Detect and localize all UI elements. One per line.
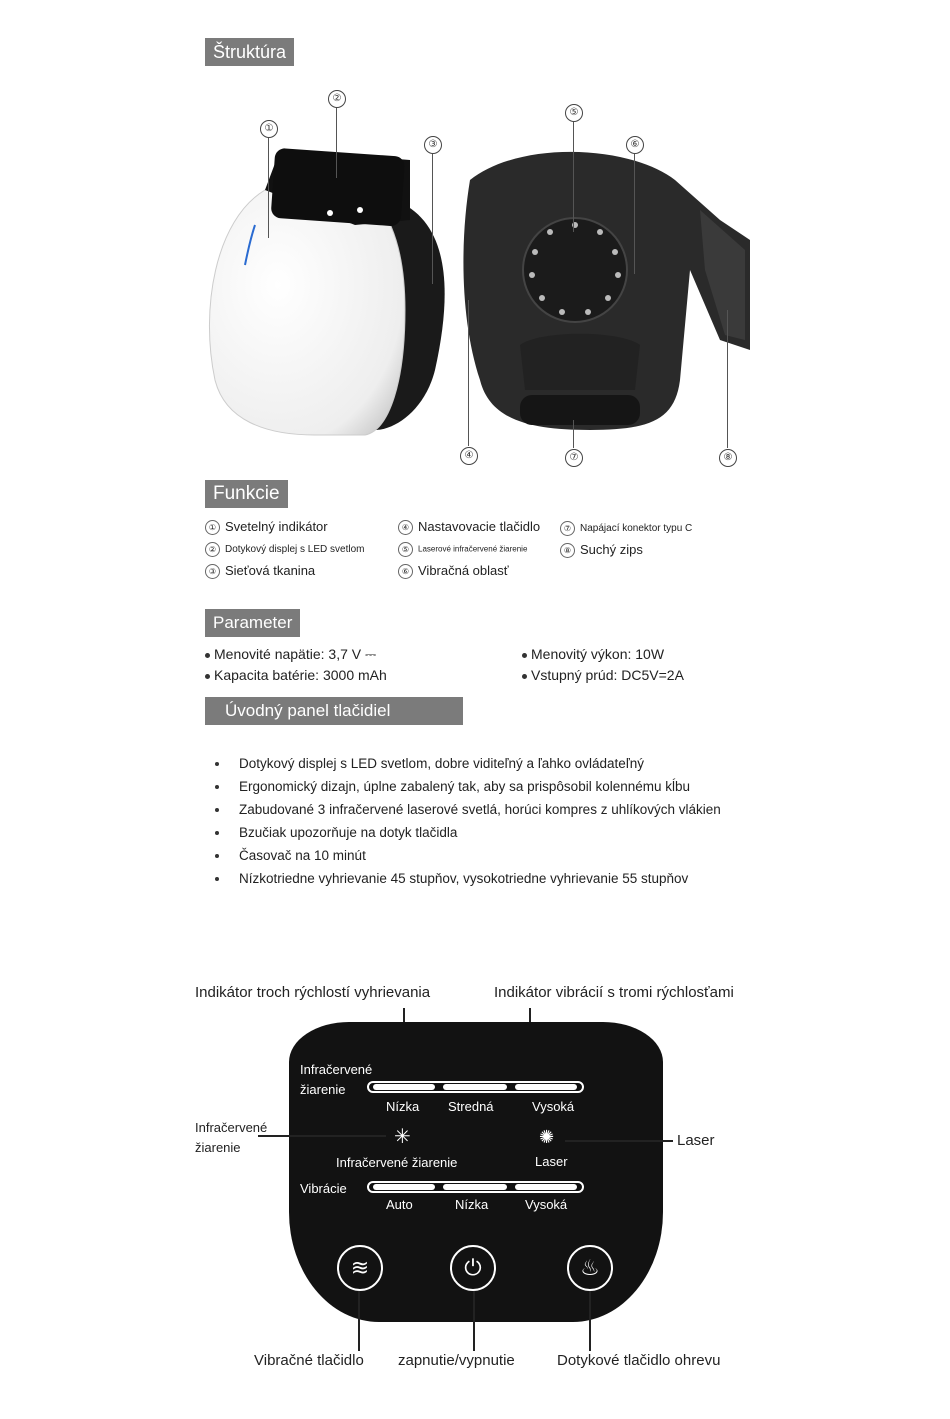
section-title-parameter: Parameter: [205, 609, 300, 637]
function-item: ② Dotykový displej s LED svetlom: [205, 542, 365, 557]
marker-7: ⑦: [565, 449, 583, 467]
function-item: ⑧ Suchý zips: [560, 542, 643, 558]
marker-4-line: [468, 300, 469, 446]
heat-button[interactable]: [567, 1245, 613, 1291]
vibration-level-bar: [367, 1181, 584, 1193]
marker-1-line: [268, 138, 269, 238]
laser-icon: ✺: [539, 1127, 555, 1147]
callout-power-button: zapnutie/vypnutie: [398, 1352, 515, 1369]
marker-2-line: [336, 108, 337, 178]
vibration-level-high: Vysoká: [525, 1197, 568, 1212]
ir-icon: ✳: [394, 1126, 411, 1148]
function-item: ① Svetelný indikátor: [205, 519, 328, 535]
vibration-level-2-segment: [443, 1184, 507, 1190]
callout-ir-left-2: žiarenie: [195, 1140, 241, 1155]
callout-ir-left: Infračervené: [195, 1120, 268, 1135]
product-image-front: [195, 140, 465, 440]
vibration-level-auto: Auto: [386, 1197, 413, 1212]
marker-5-line: [573, 122, 574, 232]
callout-laser-line: [565, 1140, 673, 1142]
function-item: ⑤ Laserové infračervené žiarenie: [398, 542, 527, 557]
callout-heat-indicator: Indikátor troch rýchlostí vyhrievania: [195, 984, 431, 1001]
callout-heat-button: Dotykové tlačidlo ohrevu: [557, 1352, 721, 1369]
feature-item: Zabudované 3 infračervené laserové svetlá, horúci kompres z uhlíkových vlákien: [215, 798, 721, 821]
marker-5: ⑤: [565, 104, 583, 122]
vibration-level-3-segment: [515, 1184, 577, 1190]
section-title-panel-intro: Úvodný panel tlačidiel: [205, 697, 463, 725]
feature-item: Ergonomický dizajn, úplne zabalený tak, aby sa prispôsobil kolennému kĺbu: [215, 775, 721, 798]
power-icon: ⏻: [464, 1255, 482, 1280]
ir-icon-label: Infračervené žiarenie: [336, 1155, 458, 1170]
param-input: Vstupný prúd: DC5V=2A: [522, 667, 684, 683]
panel-ir-label-2: žiarenie: [300, 1082, 346, 1097]
power-button[interactable]: [450, 1245, 496, 1291]
function-item: ④ Nastavovacie tlačidlo: [398, 519, 540, 535]
vibration-level-low: Nízka: [455, 1197, 489, 1212]
callout-vibration-button: Vibračné tlačidlo: [254, 1352, 364, 1369]
product-image-inner: [460, 140, 750, 440]
marker-6-line: [634, 154, 635, 274]
section-title-structure: Štruktúra: [205, 38, 294, 66]
marker-7-line: [573, 420, 574, 448]
marker-3: ③: [424, 136, 442, 154]
feature-item: Časovač na 10 minút: [215, 844, 721, 867]
vibration-icon: ≋: [350, 1255, 370, 1280]
callout-power-button-line: [473, 1291, 475, 1351]
heat-level-3-segment: [515, 1084, 577, 1090]
marker-1: ①: [260, 120, 278, 138]
function-item: ③ Sieťová tkanina: [205, 563, 315, 579]
vibration-button[interactable]: [337, 1245, 383, 1291]
marker-2: ②: [328, 90, 346, 108]
marker-6: ⑥: [626, 136, 644, 154]
param-power: Menovitý výkon: 10W: [522, 646, 664, 662]
heat-level-2-segment: [443, 1084, 507, 1090]
callout-vibration-indicator: Indikátor vibrácií s tromi rýchlosťami: [494, 984, 734, 1001]
section-title-functions: Funkcie: [205, 480, 288, 508]
heat-icon: ♨: [580, 1255, 600, 1280]
function-item: ⑥ Vibračná oblasť: [398, 563, 509, 579]
marker-4: ④: [460, 447, 478, 465]
vibration-level-1-segment: [373, 1184, 435, 1190]
feature-item: Nízkotriedne vyhrievanie 45 stupňov, vysokotriedne vyhrievanie 55 stupňov: [215, 867, 721, 890]
heat-level-low: Nízka: [386, 1099, 420, 1114]
function-item: ⑦ Napájací konektor typu C: [560, 521, 692, 536]
param-voltage: Menovité napätie: 3,7 V ⎓: [205, 646, 376, 663]
heat-level-mid: Stredná: [448, 1099, 494, 1114]
param-battery: Kapacita batérie: 3000 mAh: [205, 667, 387, 683]
marker-8-line: [727, 310, 728, 448]
vibration-label: Vibrácie: [300, 1181, 347, 1196]
callout-laser: Laser: [677, 1132, 715, 1149]
callout-heat-button-line: [589, 1291, 591, 1351]
heat-level-high: Vysoká: [532, 1099, 575, 1114]
feature-list: [215, 752, 721, 890]
callout-vibration-button-line: [358, 1291, 360, 1351]
feature-item: Dotykový displej s LED svetlom, dobre viditeľný a ľahko ovládateľný: [215, 752, 721, 775]
heat-level-1-segment: [373, 1084, 435, 1090]
heat-level-bar: [367, 1081, 584, 1093]
feature-item: Bzučiak upozorňuje na dotyk tlačidla: [215, 821, 721, 844]
marker-3-line: [432, 154, 433, 284]
marker-8: ⑧: [719, 449, 737, 467]
laser-icon-label: Laser: [535, 1154, 568, 1169]
panel-ir-label: Infračervené: [300, 1062, 373, 1077]
callout-ir-line: [258, 1135, 386, 1137]
